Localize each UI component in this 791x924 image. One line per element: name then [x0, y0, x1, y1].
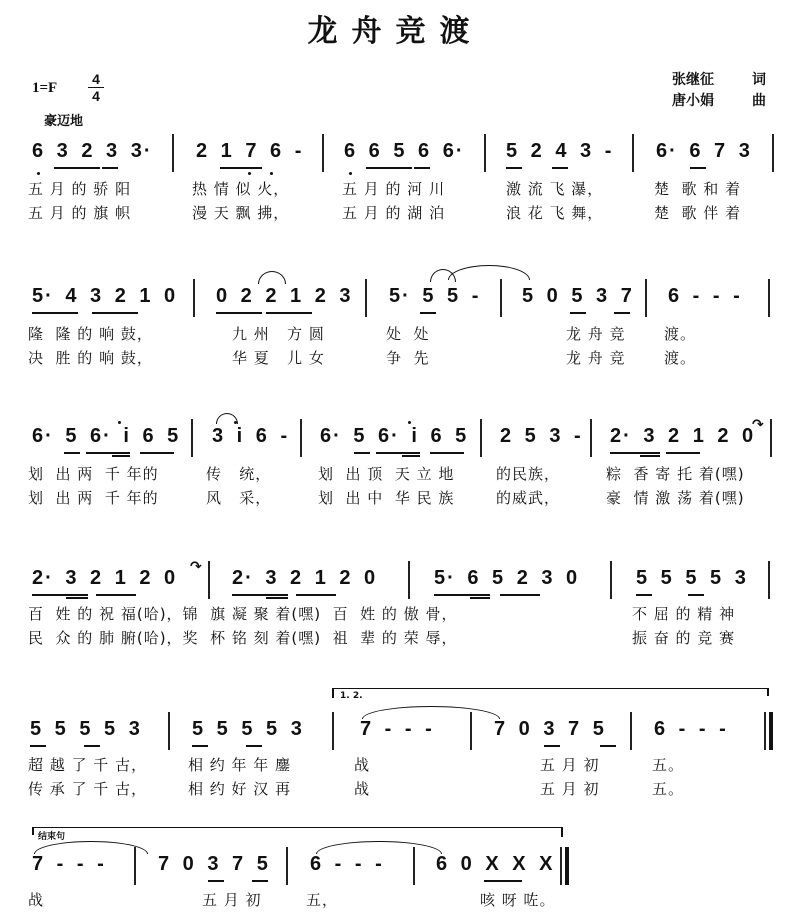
lyric-v1-m3: 五 月 的 河 川	[342, 180, 446, 198]
lyric-m3: 五，	[306, 891, 339, 909]
time-signature	[88, 72, 104, 103]
lyric-v1-m5: 粽 香 寄 托 着(嘿)	[606, 465, 745, 483]
lyric-m4: 咳 呀 咗。	[480, 891, 556, 909]
lyric-v1-m1-3: 百 姓 的 祝 福(哈)，锦 旗 凝 聚 着(嘿) 百 姓 的 傲 骨，	[28, 605, 458, 623]
lyric-m1: 战	[28, 891, 45, 909]
barline	[484, 134, 486, 172]
measure-3-5: 2· 3 2 1 2 0	[610, 425, 756, 447]
barline	[772, 134, 774, 172]
volta-label: 1. 2.	[340, 691, 363, 701]
song-title: 龙舟竞渡	[307, 14, 484, 49]
measure-5-3: 7 - - -	[360, 718, 434, 740]
lyric-v2-m1: 五 月 的 旗 帜	[28, 204, 132, 222]
measure-4-1: 2· 3 2 1 2 0	[32, 567, 178, 589]
ending-bracket	[32, 827, 562, 828]
measure-3-4: 2 5 3 -	[500, 425, 583, 447]
lyric-v2-m4: 龙 舟 竞	[566, 349, 626, 367]
lyric-v2-m1-3: 民 众 的 肺 腑(哈)，奖 杯 铭 刻 着(嘿) 祖 辈 的 荣 辱，	[28, 629, 458, 647]
lyric-v2-m3: 划 出 中 华 民 族	[318, 489, 455, 507]
measure-3-3: 6· 5 6· i 6 5	[320, 425, 469, 447]
lyric-v1-m4: 激 流 飞 瀑，	[506, 180, 604, 198]
lyric-v2-m1: 传 承 了 千 古，	[28, 780, 148, 798]
measure-5-4: 7 0 3 7 5	[494, 718, 606, 740]
lyricist-name: 张继征	[672, 72, 714, 88]
lyric-v2-m5: 五。	[652, 780, 685, 798]
measure-5-1: 5 5 5 5 3	[30, 718, 142, 740]
lyric-v2-m2: 相 约 好 汉 再	[188, 780, 292, 798]
lyric-v2-m4: 浪 花 飞 舞，	[506, 204, 604, 222]
lyric-v2-m1: 划 出 两 千 年的	[28, 489, 159, 507]
measure-6-1: 7 - - -	[32, 853, 106, 875]
measure-6-3: 6 - - -	[310, 853, 384, 875]
lyric-v2-m5: 豪 情 激 荡 着(嘿)	[606, 489, 745, 507]
lyric-v2-m2: 风 采，	[206, 489, 272, 507]
measure-1-1: 6 3 2 3 3·	[32, 140, 153, 162]
breath-mark-icon: ↷	[752, 417, 764, 433]
measure-3-1: 6· 5 6· i 6 5	[32, 425, 181, 447]
tempo-marking: 豪迈地	[44, 114, 84, 129]
ending-label: 结束句	[38, 832, 66, 842]
lyric-v2-m1: 决 胜 的 响 鼓，	[28, 349, 153, 367]
breath-mark-icon: ↷	[190, 559, 202, 575]
measure-6-2: 7 0 3 7 5	[158, 853, 270, 875]
barline	[322, 134, 324, 172]
lyric-v1-m5: 五。	[652, 756, 685, 774]
lyric-v1-m4: 龙 舟 竞	[566, 325, 626, 343]
measure-4-3: 5· 6 5 2 3 0	[434, 567, 580, 589]
measure-2-3: 5· 5 5 -	[389, 285, 481, 307]
lyric-v1-m4: 的民族，	[496, 465, 561, 483]
credits	[672, 70, 766, 112]
composer-name: 唐小娟	[672, 93, 714, 109]
lyric-v2-m4: 五 月 初	[540, 780, 600, 798]
barline	[172, 134, 174, 172]
measure-4-4: 5 5 5 5 3	[636, 567, 748, 589]
measure-1-4: 5 2 4 3 -	[506, 140, 614, 162]
lyric-v1-m1: 划 出 两 千 年的	[28, 465, 159, 483]
lyric-v1-m1: 隆 隆 的 响 鼓，	[28, 325, 153, 343]
lyric-v1-m5: 渡。	[664, 325, 697, 343]
measure-6-4: 6 0 X X X	[436, 853, 555, 875]
lyric-v1-m3: 战	[354, 756, 371, 774]
measure-1-3: 6 6 5 6 6·	[344, 140, 465, 162]
lyric-v1-m5: 楚 歌 和 着	[654, 180, 742, 198]
lyric-v2-m2: 华 夏 儿 女	[232, 349, 325, 367]
measure-4-2: 2· 3 2 1 2 0	[232, 567, 378, 589]
lyric-v2-m2: 漫 天 飘 拂，	[192, 204, 290, 222]
lyric-m2: 五 月 初	[202, 891, 262, 909]
lyric-v2-m5: 渡。	[664, 349, 697, 367]
lyric-v1-m3: 划 出 顶 天 立 地	[318, 465, 455, 483]
lyric-v1-m2: 九 州 方 圆	[232, 325, 325, 343]
volta-bracket	[332, 688, 768, 689]
lyric-v2-m4: 的威武，	[496, 489, 561, 507]
measure-3-2: 3 i 6 -	[212, 425, 290, 447]
time-top: 4	[92, 71, 100, 87]
measure-1-2: 2 1 7 6 -	[196, 140, 304, 162]
lyric-v1-m4: 不 屈 的 精 神	[632, 605, 736, 623]
lyric-v1-m1: 超 越 了 千 古，	[28, 756, 148, 774]
lyric-v1-m2: 传 统，	[206, 465, 272, 483]
measure-2-2: 0 2 2 1 2 3	[216, 285, 353, 307]
lyric-v1-m2: 相 约 年 年 鏖	[188, 756, 292, 774]
lyric-v2-m3: 战	[354, 780, 371, 798]
barline	[632, 134, 634, 172]
lyric-v2-m3: 争 先	[386, 349, 430, 367]
key-signature: 1=F	[32, 80, 58, 96]
lyric-v1-m4: 五 月 初	[540, 756, 600, 774]
lyric-v2-m4: 振 奋 的 竞 赛	[632, 629, 736, 647]
lyric-v1-m1: 五 月 的 骄 阳	[28, 180, 132, 198]
measure-5-5: 6 - - -	[654, 718, 728, 740]
measure-2-5: 6 - - -	[668, 285, 742, 307]
lyricist-role: 词	[752, 72, 766, 88]
lyric-v2-m5: 楚 歌 伴 着	[654, 204, 742, 222]
measure-5-2: 5 5 5 5 3	[192, 718, 304, 740]
measure-2-1: 5· 4 3 2 1 0	[32, 285, 178, 307]
composer-role: 曲	[752, 93, 766, 109]
lyric-v1-m2: 热 情 似 火，	[192, 180, 290, 198]
measure-1-5: 6· 6 7 3	[656, 140, 752, 162]
lyric-v1-m3: 处 处	[386, 325, 430, 343]
lyric-v2-m3: 五 月 的 湖 泊	[342, 204, 446, 222]
time-bottom: 4	[92, 88, 100, 104]
measure-2-4: 5 0 5 3 7	[522, 285, 634, 307]
